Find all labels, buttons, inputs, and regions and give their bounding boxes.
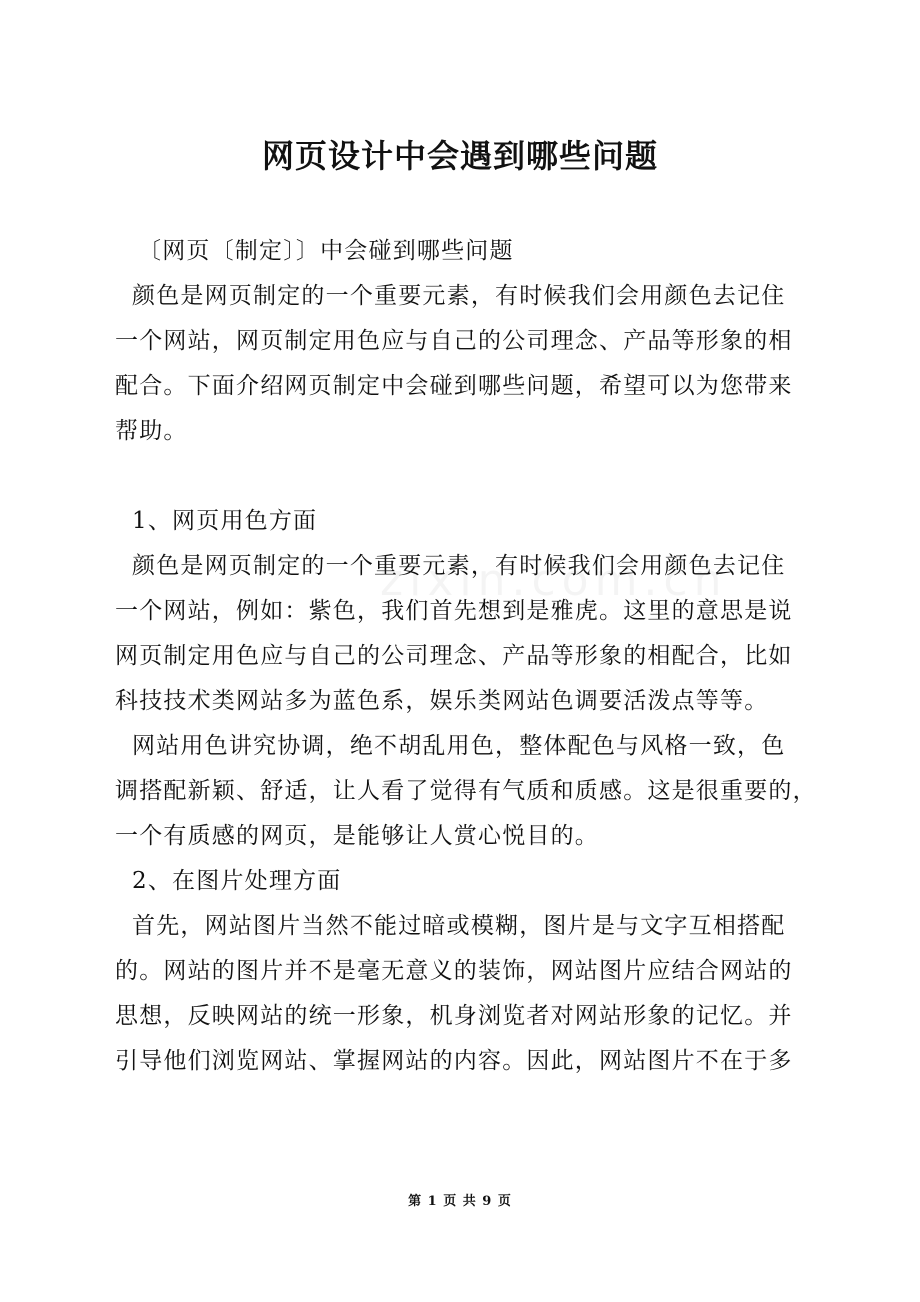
- blank-line: [115, 454, 815, 499]
- section-heading: 2、在图片处理方面: [115, 868, 342, 894]
- section-heading: 1、网页用色方面: [115, 508, 318, 534]
- page-footer: 第 1 页 共 9 页: [408, 1194, 512, 1209]
- paragraph-line: 网站用色讲究协调，绝不胡乱用色，整体配色与风格一致，色: [115, 733, 786, 759]
- page-title: 网页设计中会遇到哪些问题: [261, 137, 658, 175]
- paragraph-line: 引导他们浏览网站、掌握网站的内容。因此，网站图片不在于多: [115, 1048, 793, 1074]
- paragraph-line: 调搭配新颖、舒适，让人看了觉得有气质和质感。这是很重要的，: [115, 778, 817, 804]
- paragraph-line: 一个网站，例如：紫色，我们首先想到是雅虎。这里的意思是说: [115, 598, 793, 624]
- paragraph-line: 一个有质感的网页，是能够让人赏心悦目的。: [115, 823, 599, 849]
- paragraph-line: 一个网站，网页制定用色应与自己的公司理念、产品等形象的相: [115, 328, 793, 354]
- paragraph-line: 网页制定用色应与自己的公司理念、产品等形象的相配合，比如: [115, 643, 793, 669]
- paragraph-line: 科技技术类网站多为蓝色系，娱乐类网站色调要活泼点等等。: [115, 688, 769, 714]
- paragraph-line: 颜色是网页制定的一个重要元素，有时候我们会用颜色去记住: [115, 283, 786, 309]
- paragraph-line: 〔网页〔制定〕〕中会碰到哪些问题: [138, 238, 514, 264]
- document-body: [115, 229, 815, 1084]
- paragraph-line: 帮助。: [115, 418, 188, 444]
- paragraph-line: 思想，反映网站的统一形象，机身浏览者对网站形象的记忆。并: [115, 1003, 793, 1029]
- paragraph-line: 的。网站的图片并不是毫无意义的装饰，网站图片应结合网站的: [115, 958, 793, 984]
- paragraph-line: 首先，网站图片当然不能过暗或模糊，图片是与文字互相搭配: [115, 913, 786, 939]
- paragraph-line: 配合。下面介绍网页制定中会碰到哪些问题，希望可以为您带来: [115, 373, 793, 399]
- paragraph-line: 颜色是网页制定的一个重要元素，有时候我们会用颜色去记住: [115, 553, 786, 579]
